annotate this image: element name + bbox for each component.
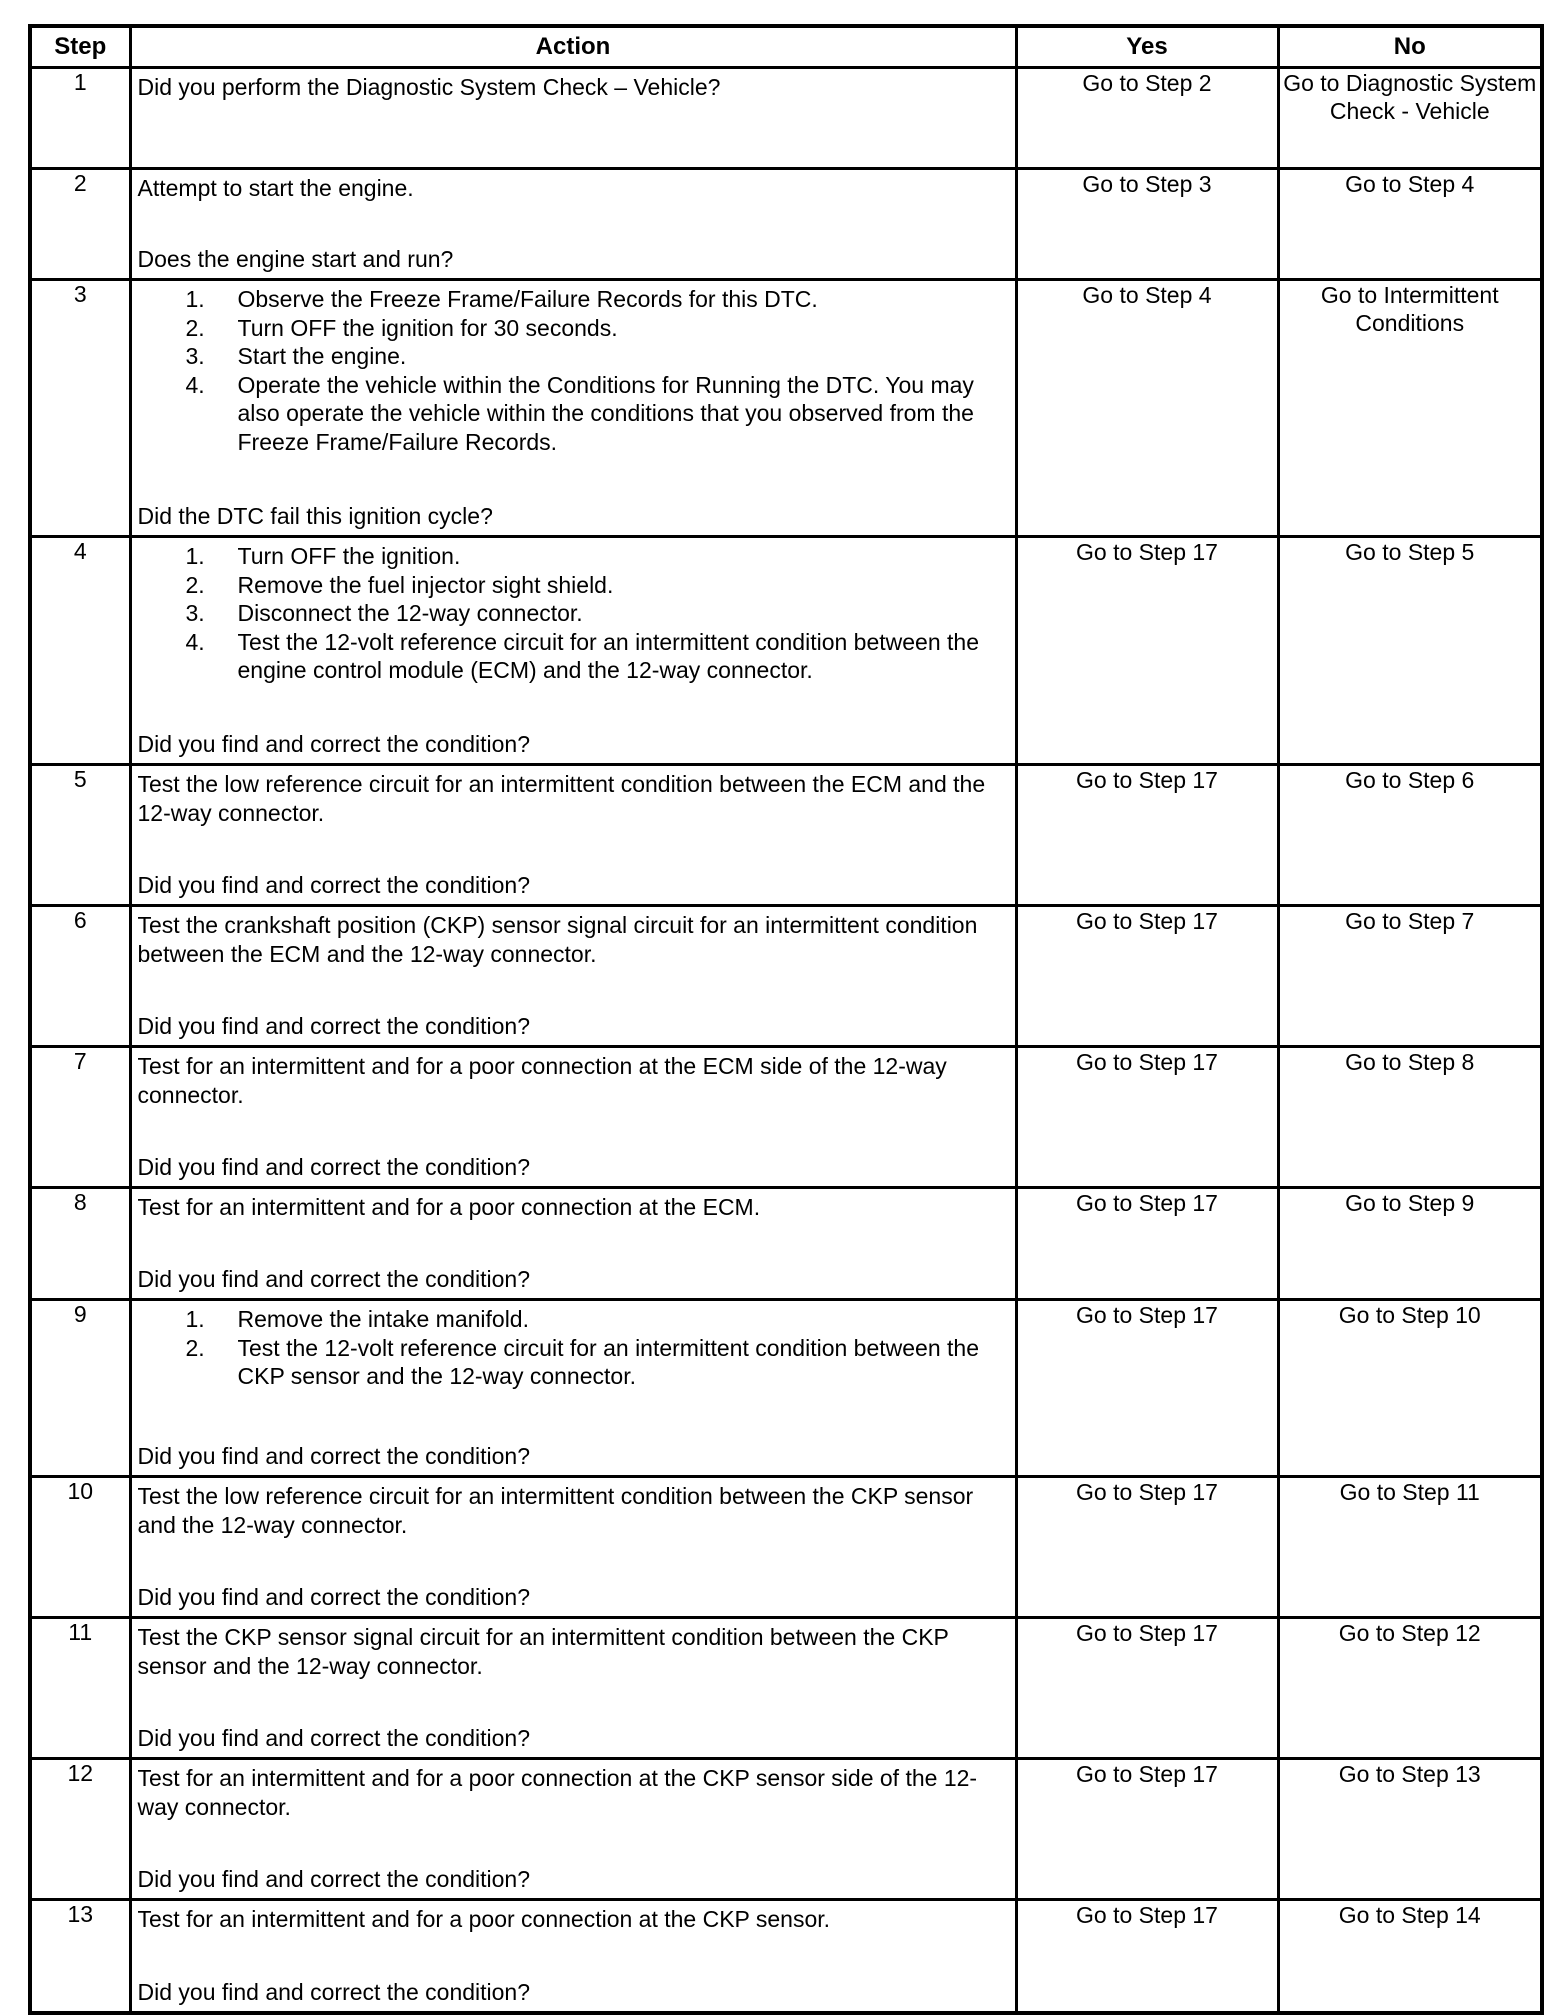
action-question: Did you find and correct the condition? <box>137 1724 531 1751</box>
no-result: Go to Step 9 <box>1278 1188 1542 1300</box>
action-text: Test the crankshaft position (CKP) sensor signal circuit for an intermittent condition between the ECM and the 12-way connector. <box>137 912 978 967</box>
no-result: Go to Step 12 <box>1278 1618 1542 1759</box>
diagnostic-table <box>28 24 1544 2015</box>
action-text: Test the low reference circuit for an intermittent condition between the CKP sensor and the 12-way connector. <box>137 1483 974 1538</box>
step-number: 5 <box>30 765 130 906</box>
action-question: Did you find and correct the condition? <box>137 1978 531 2005</box>
action-text: Attempt to start the engine. <box>137 175 414 201</box>
action-cell <box>130 169 1016 280</box>
yes-result: Go to Step 17 <box>1016 1759 1278 1900</box>
step-number: 9 <box>30 1300 130 1477</box>
list-item-number: 3. <box>185 600 205 626</box>
yes-result: Go to Step 17 <box>1016 1900 1278 2014</box>
table-row <box>30 68 1542 169</box>
table-row <box>30 537 1542 765</box>
no-result: Go to Step 4 <box>1278 169 1542 280</box>
action-question: Did you find and correct the condition? <box>137 1153 531 1180</box>
list-item-text: Turn OFF the ignition. <box>237 543 461 569</box>
table-header-row <box>30 26 1542 68</box>
list-item-number: 2. <box>185 314 205 341</box>
list-item-text: Observe the Freeze Frame/Failure Records for this DTC. <box>237 286 818 312</box>
action-text: Test for an intermittent and for a poor connection at the ECM side of the 12-way connector. <box>137 1053 947 1108</box>
list-item-number: 2. <box>185 571 205 598</box>
yes-result: Go to Step 3 <box>1016 169 1278 280</box>
action-text: Test the low reference circuit for an intermittent condition between the ECM and the 12-way connector. <box>137 771 986 826</box>
table-body <box>30 68 1542 2014</box>
action-cell <box>130 1759 1016 1900</box>
list-item-number: 1. <box>185 286 205 312</box>
yes-result: Go to Step 2 <box>1016 68 1278 169</box>
action-cell <box>130 765 1016 906</box>
action-text: Did you perform the Diagnostic System Check – Vehicle? <box>137 74 721 100</box>
list-item-text: Operate the vehicle within the Conditions for Running the DTC. You may also operate the vehicle within the conditions that you observed from the Freeze Frame/Failure Records. <box>237 371 974 455</box>
action-question: Did you find and correct the condition? <box>137 1865 531 1892</box>
list-item-text: Remove the intake manifold. <box>237 1306 529 1332</box>
no-result: Go to Step 8 <box>1278 1047 1542 1188</box>
list-item <box>138 371 1009 457</box>
list-item-number: 1. <box>185 543 205 569</box>
table-row <box>30 280 1542 537</box>
step-number: 11 <box>30 1618 130 1759</box>
list-item-text: Remove the fuel injector sight shield. <box>237 571 614 598</box>
step-number: 12 <box>30 1759 130 1900</box>
no-result: Go to Intermittent Conditions <box>1278 280 1542 537</box>
list-item <box>138 285 1009 314</box>
list-item <box>138 314 1009 343</box>
no-result: Go to Step 6 <box>1278 765 1542 906</box>
action-cell <box>130 68 1016 169</box>
no-result: Go to Step 13 <box>1278 1759 1542 1900</box>
action-text: Test for an intermittent and for a poor connection at the ECM. <box>137 1194 761 1220</box>
list-item-number: 4. <box>185 371 205 398</box>
step-number: 1 <box>30 68 130 169</box>
table-row <box>30 1900 1542 2014</box>
step-number: 6 <box>30 906 130 1047</box>
list-item <box>138 628 1009 685</box>
list-item <box>138 542 1009 571</box>
yes-result: Go to Step 17 <box>1016 1300 1278 1477</box>
action-cell <box>130 1900 1016 2014</box>
list-item-text: Test the 12-volt reference circuit for an intermittent condition between the CKP sensor and the 12-way connector. <box>237 1334 980 1389</box>
table-row <box>30 169 1542 280</box>
header-action: Action <box>130 26 1016 68</box>
list-item-text: Test the 12-volt reference circuit for an intermittent condition between the engine control module (ECM) and the 12-way connector. <box>237 628 980 683</box>
yes-result: Go to Step 17 <box>1016 765 1278 906</box>
list-item-number: 3. <box>185 343 205 369</box>
list-item <box>138 1334 1009 1391</box>
table-row <box>30 1477 1542 1618</box>
step-number: 10 <box>30 1477 130 1618</box>
action-text: Test the CKP sensor signal circuit for an intermittent condition between the CKP sensor and the 12-way connector. <box>137 1624 949 1679</box>
list-item <box>138 342 1009 371</box>
list-item-number: 1. <box>185 1306 205 1332</box>
action-question: Did you find and correct the condition? <box>137 730 531 757</box>
list-item-text: Turn OFF the ignition for 30 seconds. <box>237 314 618 341</box>
step-number: 7 <box>30 1047 130 1188</box>
list-item <box>138 1305 1009 1334</box>
action-text: Test for an intermittent and for a poor connection at the CKP sensor. <box>137 1906 831 1932</box>
action-cell <box>130 537 1016 765</box>
action-cell <box>130 1047 1016 1188</box>
yes-result: Go to Step 4 <box>1016 280 1278 537</box>
action-cell <box>130 1618 1016 1759</box>
table-row <box>30 1188 1542 1300</box>
yes-result: Go to Step 17 <box>1016 537 1278 765</box>
action-cell <box>130 1300 1016 1477</box>
action-steps-list <box>138 285 1009 456</box>
action-question: Did the DTC fail this ignition cycle? <box>137 502 493 529</box>
action-question: Does the engine start and run? <box>137 245 454 272</box>
step-number: 8 <box>30 1188 130 1300</box>
action-text: Test for an intermittent and for a poor connection at the CKP sensor side of the 12-way connector. <box>137 1765 978 1820</box>
action-cell <box>130 1477 1016 1618</box>
step-number: 13 <box>30 1900 130 2014</box>
action-question: Did you find and correct the condition? <box>137 871 531 898</box>
list-item <box>138 571 1009 600</box>
no-result: Go to Step 11 <box>1278 1477 1542 1618</box>
no-result: Go to Step 10 <box>1278 1300 1542 1477</box>
table-row <box>30 906 1542 1047</box>
step-number: 3 <box>30 280 130 537</box>
table-row <box>30 1300 1542 1477</box>
list-item-number: 2. <box>185 1334 205 1361</box>
action-cell <box>130 906 1016 1047</box>
table-row <box>30 765 1542 906</box>
action-question: Did you find and correct the condition? <box>137 1265 531 1292</box>
yes-result: Go to Step 17 <box>1016 1477 1278 1618</box>
action-question: Did you find and correct the condition? <box>137 1442 531 1469</box>
yes-result: Go to Step 17 <box>1016 1618 1278 1759</box>
list-item-text: Start the engine. <box>237 343 407 369</box>
no-result: Go to Diagnostic System Check - Vehicle <box>1278 68 1542 169</box>
no-result: Go to Step 5 <box>1278 537 1542 765</box>
no-result: Go to Step 7 <box>1278 906 1542 1047</box>
table-row <box>30 1759 1542 1900</box>
yes-result: Go to Step 17 <box>1016 1188 1278 1300</box>
step-number: 4 <box>30 537 130 765</box>
yes-result: Go to Step 17 <box>1016 906 1278 1047</box>
action-cell <box>130 1188 1016 1300</box>
header-step: Step <box>30 26 130 68</box>
step-number: 2 <box>30 169 130 280</box>
action-steps-list <box>138 1305 1009 1391</box>
list-item-text: Disconnect the 12-way connector. <box>237 600 583 626</box>
table-row <box>30 1618 1542 1759</box>
yes-result: Go to Step 17 <box>1016 1047 1278 1188</box>
list-item-number: 4. <box>185 628 205 655</box>
action-question: Did you find and correct the condition? <box>137 1012 531 1039</box>
action-cell <box>130 280 1016 537</box>
no-result: Go to Step 14 <box>1278 1900 1542 2014</box>
table-row <box>30 1047 1542 1188</box>
action-steps-list <box>138 542 1009 685</box>
list-item <box>138 599 1009 628</box>
header-yes: Yes <box>1016 26 1278 68</box>
action-question: Did you find and correct the condition? <box>137 1583 531 1610</box>
header-no: No <box>1278 26 1542 68</box>
